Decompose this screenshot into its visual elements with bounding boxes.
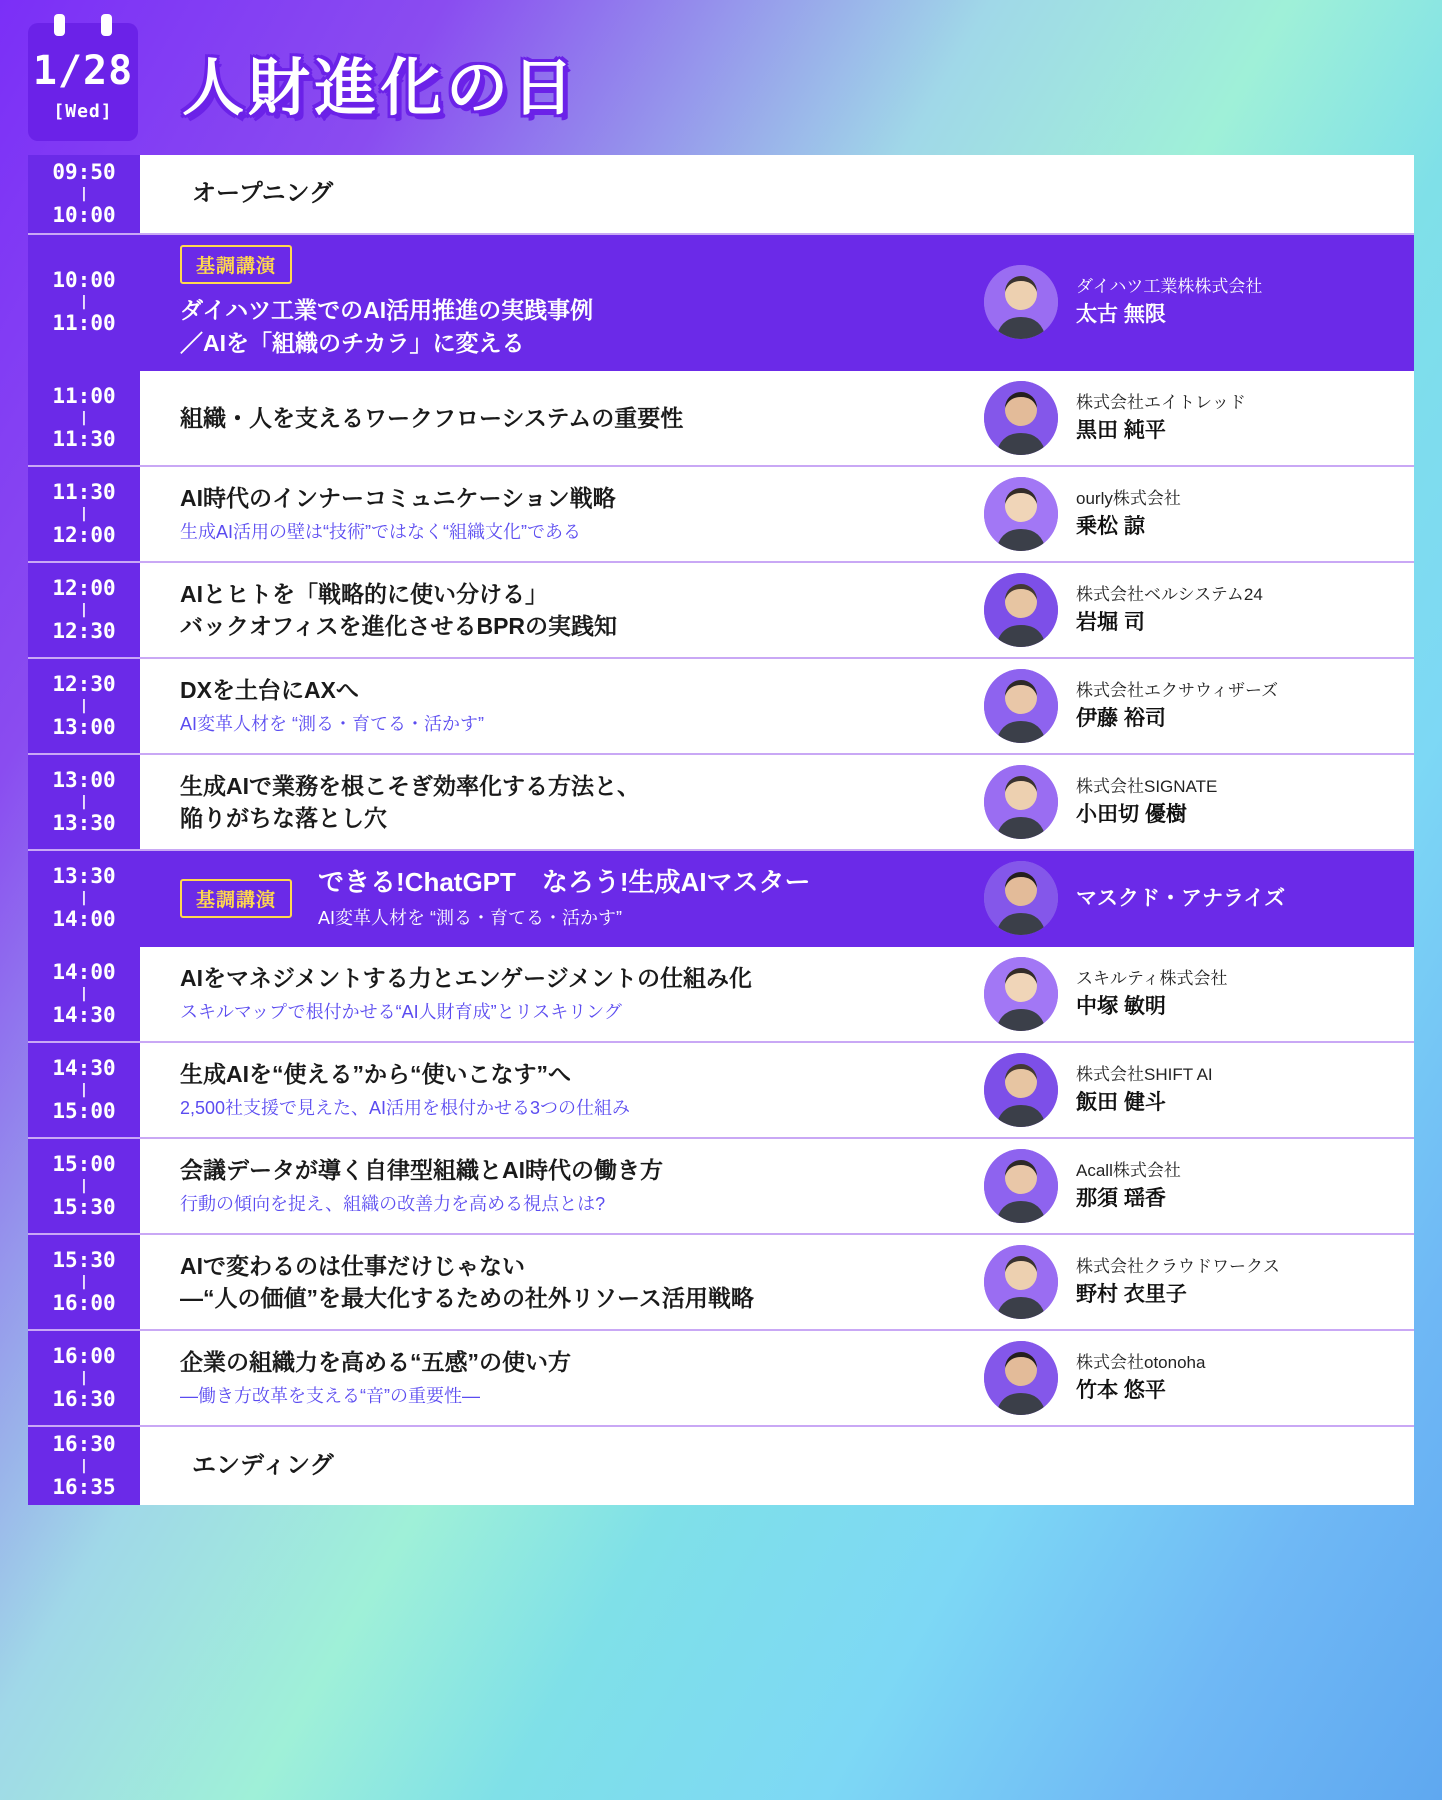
session-end-time: 15:00 (52, 1099, 116, 1124)
session-content (140, 155, 1414, 233)
session-start-time: 16:00 (52, 1344, 116, 1369)
schedule-row (28, 467, 1414, 563)
avatar (984, 477, 1058, 551)
speaker-text (1076, 775, 1217, 829)
speaker-company: 株式会社エイトレッド (1076, 393, 1246, 413)
session-content (140, 659, 1414, 753)
session-text-block (180, 962, 984, 1026)
session-content (140, 467, 1414, 561)
speaker-company: 株式会社SIGNATE (1076, 777, 1218, 797)
speaker-text (1076, 967, 1227, 1021)
session-end-time: 12:00 (52, 523, 116, 548)
speaker-block (984, 265, 1414, 339)
session-title: エンディング (192, 1452, 334, 1480)
session-start-time: 12:00 (52, 576, 116, 601)
speaker-company: ダイハツ工業株株式会社 (1076, 277, 1263, 297)
session-end-time: 12:30 (52, 619, 116, 644)
schedule-row (28, 155, 1414, 235)
session-start-time: 14:00 (52, 960, 116, 985)
session-start-time: 09:50 (52, 159, 116, 184)
schedule-row (28, 947, 1414, 1043)
session-end-time: 14:00 (52, 907, 116, 932)
session-time (28, 1235, 140, 1329)
time-separator: | (79, 1178, 89, 1195)
session-content (140, 755, 1414, 849)
event-header (0, 0, 1442, 155)
session-start-time: 15:30 (52, 1248, 116, 1273)
avatar (984, 1341, 1058, 1415)
time-separator: | (79, 986, 89, 1003)
session-title: できる!ChatGPT なろう!生成AIマスター (318, 867, 811, 898)
time-separator: | (79, 186, 89, 202)
session-end-time: 11:00 (52, 311, 116, 336)
speaker-name: 小田切 優樹 (1076, 802, 1187, 826)
session-start-time: 10:00 (52, 268, 116, 293)
schedule-row (28, 1235, 1414, 1331)
session-content (140, 851, 1414, 945)
session-title-group (318, 864, 811, 932)
session-subtitle: AI変革人材を “測る・育てる・活かす” (318, 908, 623, 929)
session-subtitle: スキルマップで根付かせる“AI人財育成”とリスキリング (180, 1002, 622, 1023)
session-content (140, 947, 1414, 1041)
session-title: 生成AIを“使える”から“使いこなす”へ (180, 1061, 571, 1088)
session-end-time: 16:35 (52, 1475, 116, 1500)
speaker-name: 岩堀 司 (1076, 610, 1145, 634)
schedule-row (28, 371, 1414, 467)
session-title: オープニング (192, 179, 334, 207)
avatar (984, 861, 1058, 935)
avatar (984, 765, 1058, 839)
session-text-block (180, 1346, 984, 1410)
speaker-block (984, 957, 1414, 1031)
schedule-row (28, 1043, 1414, 1139)
speaker-company: スキルティ株式会社 (1076, 969, 1228, 989)
schedule-row (28, 563, 1414, 659)
session-end-time: 11:30 (52, 427, 116, 452)
session-text-block (180, 482, 984, 546)
schedule-row (28, 1331, 1414, 1427)
session-content (140, 563, 1414, 657)
session-subtitle: 生成AI活用の壁は“技術”ではなく“組織文化”である (180, 522, 581, 543)
session-text-block (180, 770, 984, 835)
session-time (28, 1139, 140, 1233)
session-time (28, 563, 140, 657)
time-separator: | (79, 1082, 89, 1099)
session-start-time: 13:00 (52, 768, 116, 793)
time-separator: | (79, 1458, 89, 1475)
schedule-row (28, 235, 1414, 371)
session-content (140, 371, 1414, 465)
avatar (984, 265, 1058, 339)
time-separator: | (79, 698, 89, 715)
calendar-ring-left-icon (54, 14, 65, 36)
speaker-block (984, 1341, 1414, 1415)
speaker-text (1076, 1351, 1205, 1405)
time-separator: | (79, 506, 89, 523)
session-time (28, 467, 140, 561)
speaker-block (984, 477, 1414, 551)
avatar (984, 1245, 1058, 1319)
speaker-company: 株式会社otonoha (1076, 1353, 1206, 1373)
session-title: 生成AIで業務を根こそぎ効率化する方法と、 陥りがちな落とし穴 (180, 772, 640, 832)
speaker-company: 株式会社SHIFT AI (1076, 1065, 1213, 1085)
session-title: AI時代のインナーコミュニケーション戦略 (180, 485, 616, 512)
time-separator: | (79, 890, 89, 907)
session-subtitle: 行動の傾向を捉え、組織の改善力を高める視点とは? (180, 1194, 606, 1215)
session-headline-row (180, 864, 984, 932)
session-time (28, 1427, 140, 1505)
session-text-block (180, 245, 984, 359)
session-content (140, 1043, 1414, 1137)
session-end-time: 13:00 (52, 715, 116, 740)
speaker-text (1076, 1255, 1280, 1309)
speaker-block (984, 573, 1414, 647)
session-content (140, 1331, 1414, 1425)
session-subtitle: AI変革人材を “測る・育てる・活かす” (180, 714, 484, 735)
time-separator: | (79, 294, 89, 311)
speaker-text (1076, 1159, 1181, 1213)
speaker-company: Acall株式会社 (1076, 1161, 1181, 1181)
avatar (984, 1053, 1058, 1127)
session-time (28, 947, 140, 1041)
avatar (984, 1149, 1058, 1223)
speaker-name: 中塚 敏明 (1076, 994, 1166, 1018)
speaker-text (1076, 275, 1262, 329)
session-content (140, 1235, 1414, 1329)
speaker-company: 株式会社クラウドワークス (1076, 1257, 1280, 1277)
speaker-name: 那須 瑶香 (1076, 1186, 1166, 1210)
schedule-table (28, 155, 1414, 1505)
session-time (28, 1043, 140, 1137)
speaker-block (984, 765, 1414, 839)
session-start-time: 13:30 (52, 864, 116, 889)
session-text-block (180, 674, 984, 738)
session-subtitle: ―働き方改革を支える“音”の重要性― (180, 1386, 480, 1407)
speaker-block (984, 669, 1414, 743)
session-end-time: 13:30 (52, 811, 116, 836)
session-title: 組織・人を支えるワークフローシステムの重要性 (180, 404, 684, 431)
session-title: AIとヒトを「戦略的に使い分ける」 バックオフィスを進化させるBPRの実践知 (180, 580, 618, 640)
session-subtitle: 2,500社支援で見えた、AI活用を根付かせる3つの仕組み (180, 1098, 631, 1119)
session-end-time: 10:00 (52, 203, 116, 227)
session-time (28, 659, 140, 753)
time-separator: | (79, 1370, 89, 1387)
time-separator: | (79, 410, 89, 427)
date-badge (28, 23, 138, 141)
speaker-name: 野村 衣里子 (1076, 1282, 1187, 1306)
session-content (140, 1427, 1414, 1505)
session-title: 企業の組織力を高める“五感”の使い方 (180, 1349, 571, 1376)
avatar (984, 381, 1058, 455)
schedule-row (28, 851, 1414, 947)
speaker-text (1076, 679, 1278, 733)
speaker-block (984, 1245, 1414, 1319)
avatar (984, 957, 1058, 1031)
session-text-block (180, 1058, 984, 1122)
session-time (28, 371, 140, 465)
session-end-time: 15:30 (52, 1195, 116, 1220)
keynote-badge: 基調講演 (180, 879, 292, 918)
session-start-time: 11:30 (52, 480, 116, 505)
keynote-badge: 基調講演 (180, 245, 292, 284)
session-text-block (180, 864, 984, 932)
speaker-name: 飯田 健斗 (1076, 1090, 1166, 1114)
speaker-name: 竹本 悠平 (1076, 1378, 1166, 1402)
time-separator: | (79, 794, 89, 811)
speaker-block (984, 381, 1414, 455)
speaker-text (1076, 583, 1263, 637)
session-start-time: 12:30 (52, 672, 116, 697)
session-text-block (180, 1154, 984, 1218)
session-start-time: 11:00 (52, 384, 116, 409)
session-end-time: 16:30 (52, 1387, 116, 1412)
speaker-name: マスクド・アナライズ (1076, 886, 1286, 910)
session-text-block (180, 402, 984, 435)
session-start-time: 15:00 (52, 1152, 116, 1177)
schedule-row (28, 1139, 1414, 1235)
speaker-name: 太古 無限 (1076, 302, 1166, 326)
speaker-block (984, 1053, 1414, 1127)
speaker-block (984, 861, 1414, 935)
session-content (140, 1139, 1414, 1233)
session-time (28, 155, 140, 233)
session-text-block (192, 177, 1414, 211)
session-end-time: 14:30 (52, 1003, 116, 1028)
session-end-time: 16:00 (52, 1291, 116, 1316)
avatar (984, 573, 1058, 647)
session-text-block (180, 578, 984, 643)
time-separator: | (79, 1274, 89, 1291)
schedule-row (28, 755, 1414, 851)
speaker-company: 株式会社エクサウィザーズ (1076, 681, 1279, 701)
session-start-time: 14:30 (52, 1056, 116, 1081)
session-title: 会議データが導く自律型組織とAI時代の働き方 (180, 1157, 663, 1184)
speaker-name: 乗松 諒 (1076, 514, 1145, 538)
speaker-text (1076, 487, 1181, 541)
session-title: ダイハツ工業でのAI活用推進の実践事例 ／AIを「組織のチカラ」に変える (180, 297, 594, 356)
session-time (28, 851, 140, 945)
speaker-text (1076, 1063, 1213, 1117)
session-text-block (180, 1250, 984, 1315)
speaker-name: 伊藤 裕司 (1076, 706, 1166, 730)
calendar-ring-right-icon (101, 14, 112, 36)
time-separator: | (79, 602, 89, 619)
date-day-of-week: [Wed] (53, 101, 113, 122)
session-title: AIをマネジメントする力とエンゲージメントの仕組み化 (180, 965, 753, 992)
speaker-text (1076, 391, 1246, 445)
schedule-row (28, 659, 1414, 755)
session-start-time: 16:30 (52, 1432, 116, 1457)
speaker-name: 黒田 純平 (1076, 418, 1166, 442)
schedule-row (28, 1427, 1414, 1505)
avatar (984, 669, 1058, 743)
speaker-block (984, 1149, 1414, 1223)
session-title: DXを土台にAXへ (180, 677, 359, 704)
session-time (28, 1331, 140, 1425)
session-time (28, 755, 140, 849)
speaker-text (1076, 884, 1285, 913)
date-number: 1/28 (32, 48, 134, 94)
session-time (28, 235, 140, 369)
session-text-block (192, 1449, 1414, 1483)
page-title: 人財進化の日 (182, 54, 579, 123)
speaker-company: 株式会社ベルシステム24 (1076, 585, 1263, 605)
session-title: AIで変わるのは仕事だけじゃない ―“人の価値”を最大化するための社外リソース活用戦略 (180, 1252, 754, 1312)
session-content (140, 235, 1414, 369)
speaker-company: ourly株式会社 (1076, 489, 1181, 509)
